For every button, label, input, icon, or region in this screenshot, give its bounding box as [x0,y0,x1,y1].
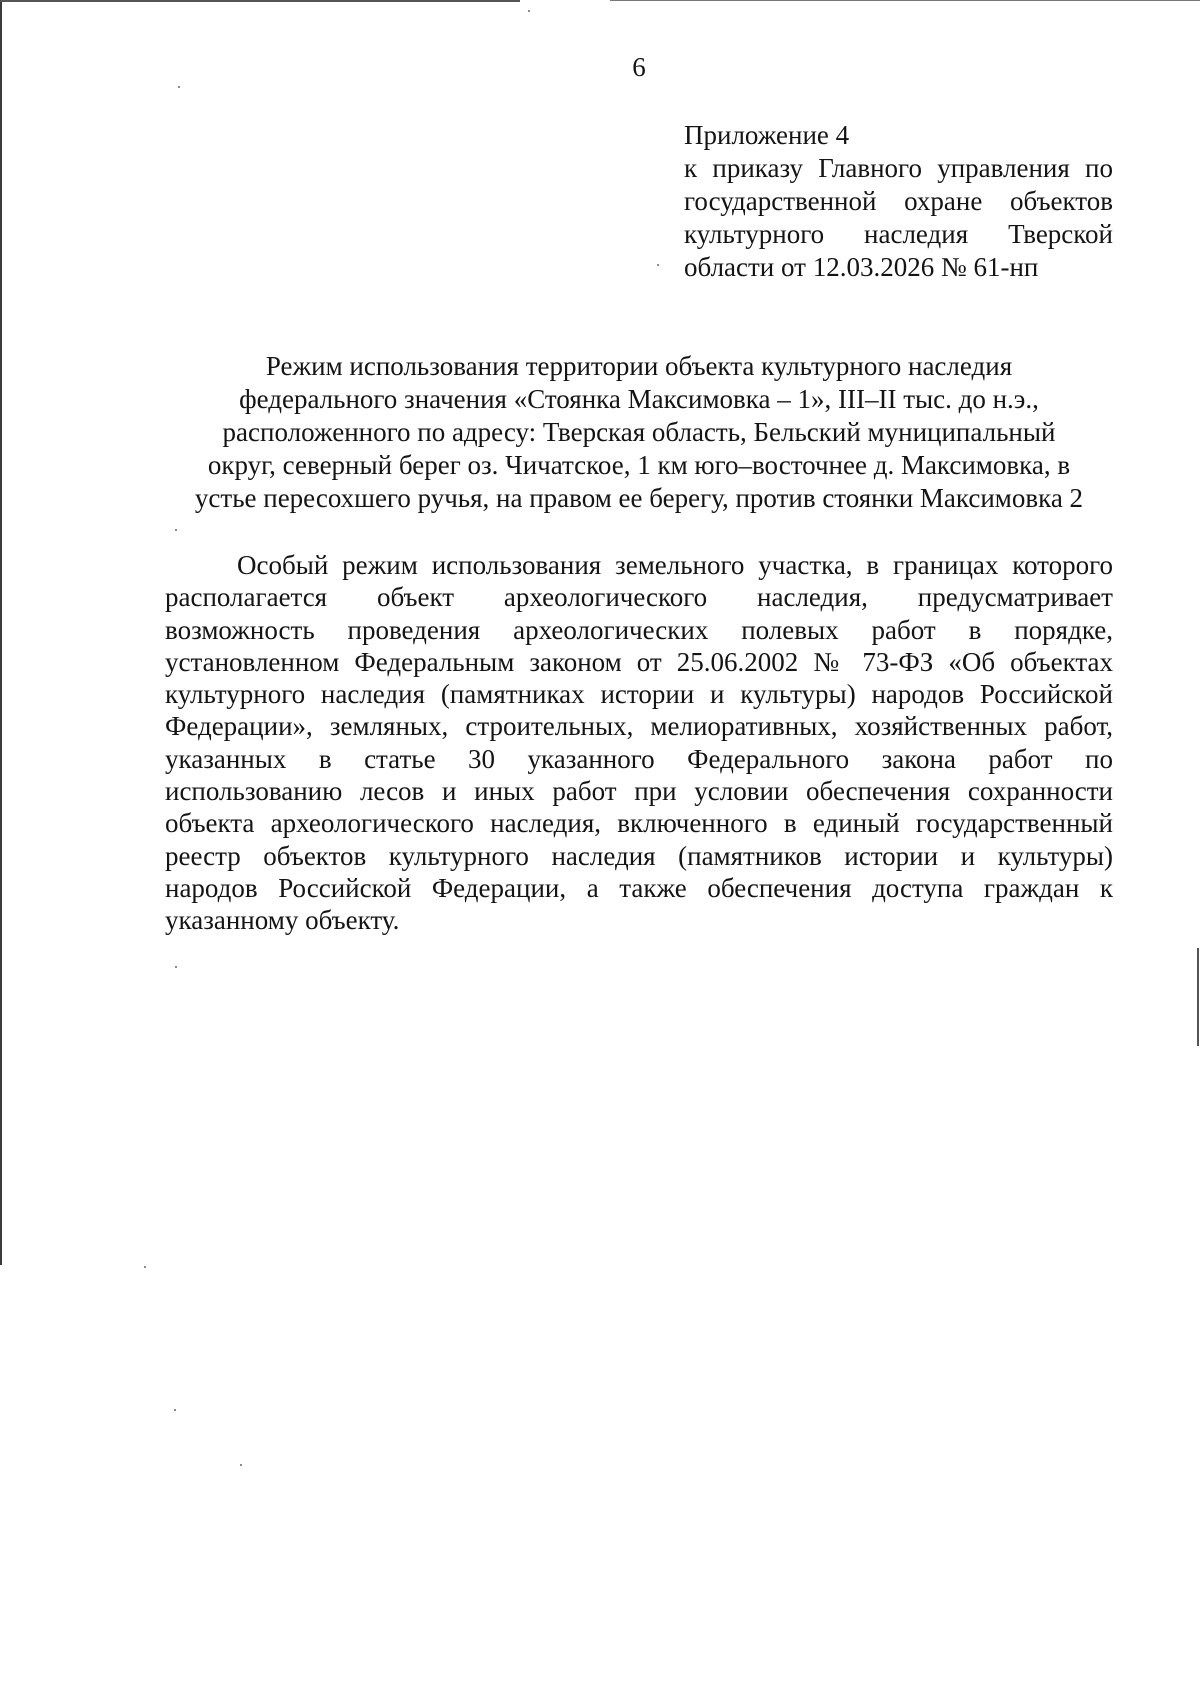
scan-speck [528,10,530,12]
title-line: Режим использования территории объекта культурного наследия [265,351,1013,381]
appendix-block [684,119,1113,284]
appendix-line: культурного наследия Тверской [684,219,1113,249]
scan-speck [178,86,180,88]
appendix-line: государственной охране объектов [684,186,1113,216]
scan-speck [175,529,177,531]
scan-speck [174,1409,176,1411]
paragraph-line: объекта археологического наследия, включенного в единый государственный [165,808,1113,839]
page-number: 6 [632,52,646,82]
paragraph-line: народов Российской Федерации, а также обеспечения доступа граждан к [165,872,1113,903]
scan-speck [657,264,659,266]
paragraph-line: указанному объекту. [165,905,400,936]
scan-edge-right [1197,948,1199,1046]
scan-speck [144,1266,146,1268]
body-paragraph [165,549,1113,937]
paragraph-line: установленном Федеральным законом от 25.06.2002 № 73-ФЗ «Об объектах [165,646,1113,677]
title-line: федерального значения «Стоянка Максимовка – 1», III–II тыс. до н.э., [239,384,1039,414]
document-title [165,350,1113,515]
paragraph-line: реестр объектов культурного наследия (памятников истории и культуры) [165,840,1113,871]
scan-edge-left [0,0,2,1265]
paragraph-line: использованию лесов и иных работ при условии обеспечения сохранности [165,776,1113,807]
scan-edge-top [0,0,520,2]
appendix-line: области от 12.03.2026 № 61-нп [684,252,1039,282]
scan-edge-top [610,0,1200,1]
scan-speck [240,1464,242,1466]
title-line: округ, северный берег оз. Чичатское, 1 км юго–восточнее д. Максимовка, в [207,450,1071,480]
scan-speck [175,966,177,968]
title-line: устье пересохшего ручья, на правом ее берегу, против стоянки Максимовка 2 [194,483,1084,513]
paragraph-line: Особый режим использования земельного участка, в границах которого [237,550,1113,580]
paragraph-line: указанных в статье 30 указанного Федерального закона работ по [165,743,1113,774]
appendix-line: Приложение 4 [684,120,850,150]
paragraph-line: Федерации», земляных, строительных, мелиоративных, хозяйственных работ, [165,711,1113,742]
paragraph-line: располагается объект археологического наследия, предусматривает [165,582,1113,613]
paragraph-line: культурного наследия (памятниках истории и культуры) народов Российской [165,679,1113,710]
paragraph-line: возможность проведения археологических полевых работ в порядке, [165,614,1113,645]
appendix-line: к приказу Главного управления по [684,153,1113,183]
title-line: расположенного по адресу: Тверская область, Бельский муниципальный [222,417,1056,447]
